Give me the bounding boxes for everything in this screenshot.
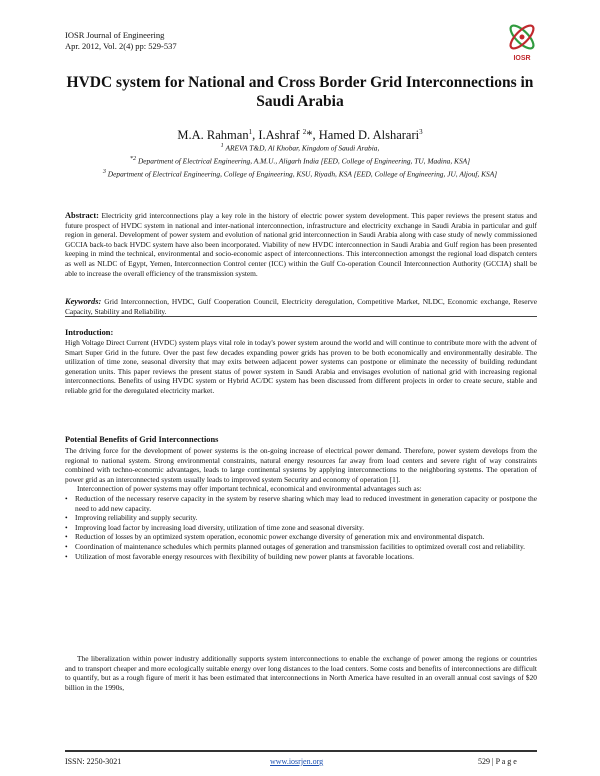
potential-benefits-body (65, 446, 537, 561)
bullet-icon: • (65, 541, 68, 551)
footer-rule (65, 750, 537, 752)
liberalization-paragraph: The liberalization within power industry additionally supports system interconnections to enable the exchange of power among the regions or countries and to transport cheaper and more ecologically suitable energy over long distances to the load centers. Some costs and benefits of interconnections are difficult to quantify, but as a rough figure of merit it has been estimated that interconnections in North America have resulted in an overall annual cost savings of $20 billion in the 1990s, (65, 654, 537, 692)
introduction-text: High Voltage Direct Current (HVDC) system plays vital role in today's power system around the world and will continue to contribute more with the advent of Smart Super Grid in the future. Over the past few decades expanding power grids has proven to be both economically and environmentally desirable. The utilization of time zone, seasonal diversity that may exits between adjacent power systems can postpone or eliminate the necessity of building redundant generation units. This paper reviews the present status of power system in Saudi Arabia and envisages evolution of national grid with increasing regional interconnections. Benefits of using HVDC system or Hybrid AC/DC system has been discussed from different projects in order to create secure, stable and reliable grid for the deregulated electricity market. (65, 338, 537, 395)
keywords-rule (65, 316, 537, 317)
author-2-mark: * (306, 128, 313, 143)
author-1: M.A. Rahman (177, 128, 249, 143)
author-1-sup: 1 (248, 128, 253, 136)
list-item (65, 552, 537, 562)
bullet-icon: • (65, 551, 68, 561)
list-item-text: Reduction of the necessary reserve capacity in the system by reserve sharing which may lead to reduced investment in generation capacity or postpone the need to add new capacity. (75, 493, 537, 513)
bullet-icon: • (65, 532, 68, 542)
bullet-icon: • (65, 522, 68, 532)
potential-paragraph-1: The driving force for the development of power systems is the on-going increase of electrical power demand. Therefore, power system develops from the regional to national system. Strong environmental constraints, natural energy resources far away from load centers and severe right of way constraints combined with techno-economic advantages, leads to large continental systems by applying interconnections to the neighboring systems. The operation of power grid as an interconnected system usually leads to improved system Security and economy of operation [1]. (65, 446, 537, 484)
affiliation-1-sup: 1 (220, 143, 224, 149)
author-2-sup: 2 (302, 128, 307, 136)
potential-benefits-heading: Potential Benefits of Grid Interconnections (65, 435, 219, 444)
abstract (65, 211, 537, 278)
abstract-label: Abstract: (65, 211, 99, 220)
affiliation-1-text: AREVA T&D, Al Khobar, Kingdom of Saudi Arabia, (225, 143, 380, 153)
list-item (65, 542, 537, 552)
journal-issue: Apr. 2012, Vol. 2(4) pp: 529-537 (65, 40, 177, 51)
list-item-text: Reduction of losses by an optimized system operation, economic power exchange diversity of generation mix and environmental dispatch. (75, 532, 485, 542)
keywords (65, 297, 537, 316)
logo-text: IOSR (513, 55, 531, 62)
journal-header (65, 30, 177, 51)
list-item-text: Coordination of maintenance schedules which permits planned outages of generation and transmission facilities to optimized overall cost and reliability. (75, 541, 526, 551)
introduction-heading: Introduction: (65, 328, 114, 337)
author-3: Hamed D. Alsharari (318, 128, 420, 143)
paper-title: HVDC system for National and Cross Border Grid Interconnections in Saudi Arabia (66, 74, 534, 110)
affiliation-3-text: Department of Electrical Engineering, College of Engineering, KSU, Riyadh, KSA [EED, College of Engineering, JU, Aljouf, KSA] (107, 169, 498, 179)
keywords-label: Keywords: (65, 297, 102, 306)
list-item-text: Improving load factor by increasing load diversity, utilization of time zone and seasonal diversity. (75, 522, 365, 532)
affiliation-1 (60, 141, 540, 154)
potential-paragraph-2: Interconnection of power systems may offer important technical, economical and environmental advantages such as: (77, 484, 422, 494)
list-item (65, 513, 537, 523)
bullet-icon: • (65, 493, 68, 503)
list-item (65, 523, 537, 533)
journal-name: IOSR Journal of Engineering (65, 30, 165, 40)
author-sep: , (252, 128, 259, 143)
author-3-sup: 3 (419, 128, 423, 136)
list-item-text: Utilization of most favorable energy resources with flexibility of building new power plants at favorable locations. (75, 551, 414, 561)
list-item (65, 532, 537, 542)
author-sep: , (312, 128, 319, 143)
iosr-logo (500, 18, 544, 62)
footer-website-link[interactable]: www.iosrjen.org (270, 757, 324, 766)
list-item (65, 494, 537, 513)
abstract-text: Electricity grid interconnections play a key role in the history of electric power system development. This paper reviews the present status and future prospect of HVDC system in national and inter-national interconnection, infrastructure and electricity exchange in Saudi Arabia in particular and gulf region in general. Development of power system and evolution of national grid interconnection in Saudi Arabia along with case study of newly commissioned GCCIA back-to back HVDC system have also been incorporated. Viability of new HVDC interconnection in Saudi Arabia and Gulf region has been presented keeping in mind the technical, environmental and socio-economic aspect of interconnections. This interconnection amongst the regional load dispatch centers as well as NLDC of Egypt, Yemen, Interconnection Control center (ICC) within the Gulf Co-operation Council Interconnection Authority (GCCIA) shall be able to increase the overall efficiency of the transmission system. (65, 211, 537, 278)
affiliation-2 (60, 154, 540, 167)
footer-issn: ISSN: 2250-3021 (65, 757, 122, 766)
affiliation-2-sup: *2 (129, 155, 137, 162)
affiliations (60, 141, 540, 180)
bullet-icon: • (65, 513, 68, 523)
affiliation-2-text: Department of Electrical Engineering, A.M.U., Aligarh India [EED, College of Engineering, TU, Madina, KSA] (137, 156, 471, 166)
list-item-text: Improving reliability and supply security. (75, 513, 198, 523)
author-2: I.Ashraf (258, 128, 303, 143)
footer-page-number: 529 | P a g e (478, 757, 517, 766)
advantages-list (65, 494, 537, 561)
affiliation-3-sup: 3 (102, 168, 106, 175)
keywords-text: Grid Interconnection, HVDC, Gulf Cooperation Council, Electricity deregulation, Competitive Market, NLDC, Economic exchange, Reserve Capacity, Stability and Reliability. (65, 297, 537, 316)
affiliation-3 (60, 167, 540, 180)
